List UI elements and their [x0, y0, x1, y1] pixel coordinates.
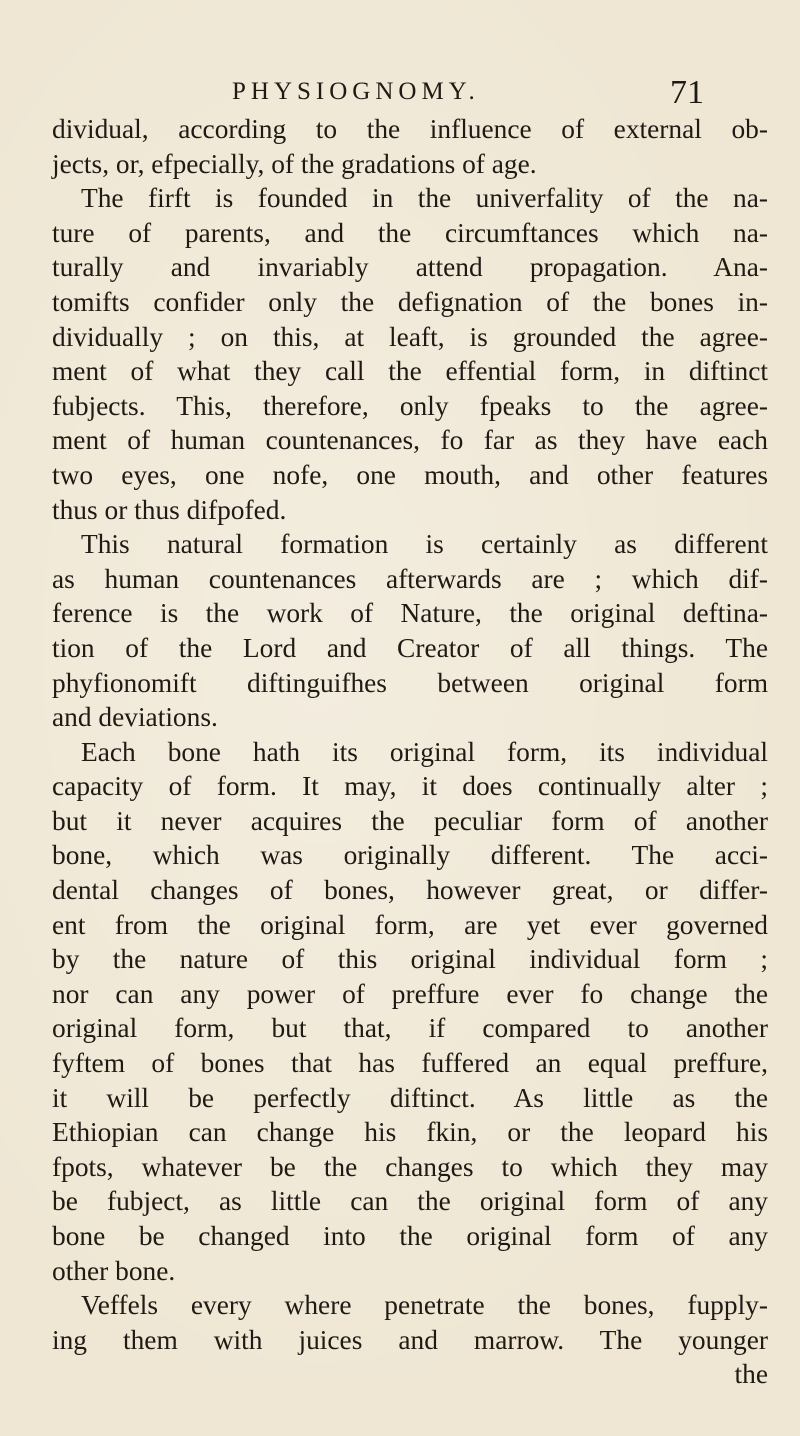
- text-line: ent from the original form, are yet ever governed: [52, 909, 768, 940]
- text-line: capacity of form. It may, it does continually alter ;: [52, 771, 768, 802]
- text-line: dividually ; on this, at leaft, is grounded the agree-: [52, 321, 768, 352]
- text-line: Ethiopian can change his fkin, or the leopard his: [52, 1117, 768, 1148]
- text-line: but it never acquires the peculiar form of another: [52, 805, 768, 836]
- text-line: ture of parents, and the circumftances which na-: [52, 217, 768, 248]
- text-line: nor can any power of preffure ever fo change the: [52, 978, 768, 1009]
- text-line: and deviations.: [52, 702, 218, 733]
- page-number: 71: [670, 74, 704, 111]
- text-line: by the nature of this original individual form ;: [52, 944, 768, 975]
- page-header: [0, 74, 800, 114]
- text-line: phyfionomift diftinguifhes between original form: [52, 667, 768, 698]
- text-line: original form, but that, if compared to another: [52, 1013, 768, 1044]
- text-line: two eyes, one nofe, one mouth, and other features: [52, 459, 768, 490]
- text-line: fubjects. This, therefore, only fpeaks to the agree-: [52, 390, 768, 421]
- body-text: [52, 112, 768, 1392]
- text-line: ference is the work of Nature, the original deftina-: [52, 598, 768, 629]
- text-line: dividual, according to the influence of external ob-: [52, 114, 768, 144]
- text-line: be fubject, as little can the original form of any: [52, 1186, 768, 1217]
- text-line: as human countenances afterwards are ; which dif-: [52, 563, 768, 594]
- text-line: thus or thus difpofed.: [52, 494, 287, 525]
- text-line: it will be perfectly diftinct. As little as the: [52, 1082, 768, 1113]
- text-line: tion of the Lord and Creator of all things. The: [52, 632, 768, 663]
- catchword: the: [734, 1359, 768, 1390]
- text-line: Veffels every where penetrate the bones, fupply-: [81, 1290, 768, 1321]
- running-head: PHYSIOGNOMY.: [232, 78, 480, 105]
- text-line: fyftem of bones that has fuffered an equal preffure,: [52, 1048, 768, 1079]
- text-line: turally and invariably attend propagation. Ana-: [52, 252, 768, 283]
- text-line: This natural formation is certainly as different: [81, 529, 768, 560]
- text-line: ment of human countenances, fo far as they have each: [52, 425, 768, 456]
- text-line: ing them with juices and marrow. The younger: [52, 1324, 768, 1355]
- text-line: ment of what they call the effential form, in diftinct: [52, 356, 768, 387]
- text-line: dental changes of bones, however great, or differ-: [52, 875, 768, 906]
- text-line: The firft is founded in the univerfality of the na-: [81, 183, 768, 214]
- text-line: bone, which was originally different. The acci-: [52, 840, 768, 871]
- text-line: tomifts confider only the defignation of the bones in-: [52, 286, 768, 317]
- text-line: jects, or, efpecially, of the gradations of age.: [52, 148, 537, 179]
- text-line: other bone.: [52, 1255, 176, 1286]
- text-line: Each bone hath its original form, its individual: [81, 736, 768, 767]
- text-line: fpots, whatever be the changes to which they may: [52, 1151, 768, 1182]
- text-line: bone be changed into the original form of any: [52, 1221, 768, 1251]
